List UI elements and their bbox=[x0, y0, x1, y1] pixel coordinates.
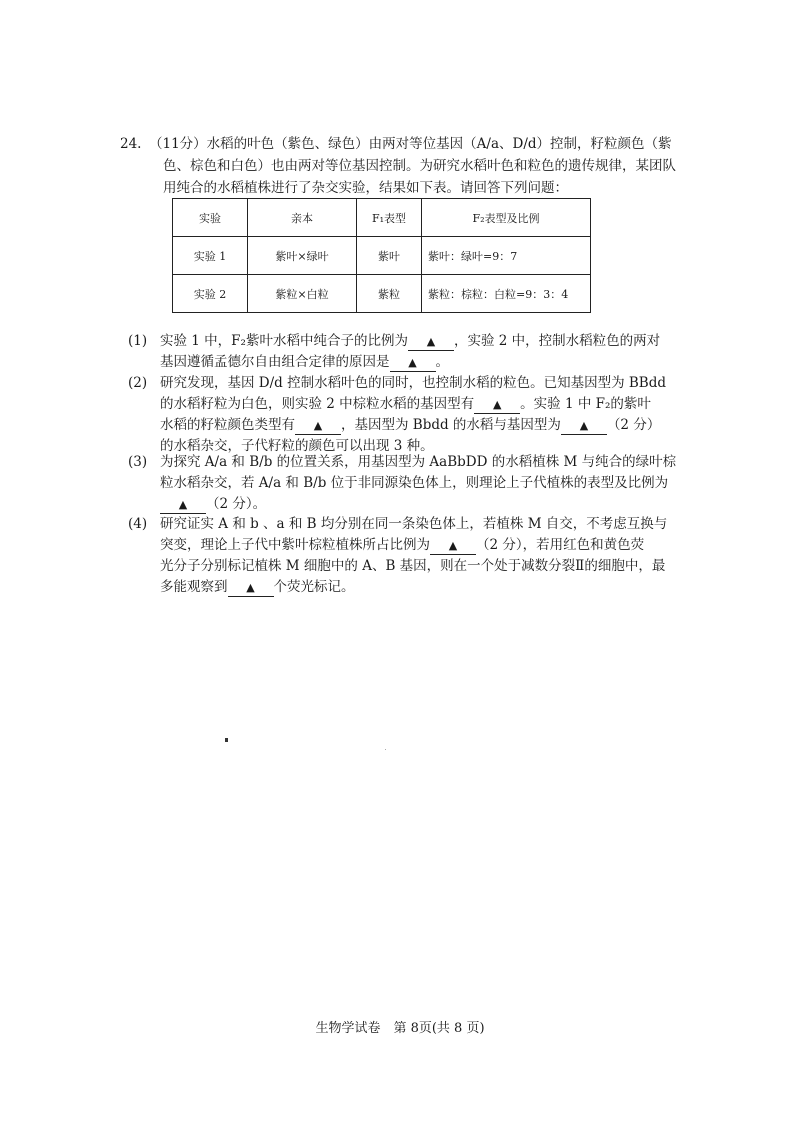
subquestion-3 bbox=[128, 452, 677, 515]
stem-line: （11分）水稻的叶色（紫色、绿色）由两对等位基因（A/a、D/d）控制，籽粒颜色（紫 bbox=[149, 136, 672, 152]
subquestion-2 bbox=[128, 373, 668, 457]
stem-line: 用纯合的水稻植株进行了杂交实验，结果如下表。请回答下列问题： bbox=[163, 180, 568, 196]
subquestion-4 bbox=[128, 514, 668, 598]
text: 粒水稻杂交，若 A/a 和 B/b 位于非同源染色体上，则理论上子代植株的表型及比例为 bbox=[160, 475, 669, 491]
table-cell: 紫叶：绿叶=9：7 bbox=[422, 237, 591, 275]
text: 实验 1 中，F₂紫叶水稻中纯合子的比例为 bbox=[160, 333, 408, 349]
answer-blank[interactable] bbox=[295, 417, 341, 435]
table-cell: 紫粒 bbox=[357, 275, 422, 313]
text: 研究证实 A 和 b 、a 和 B 均分别在同一条染色体上，若植株 M 自交，不考虑互换与 bbox=[160, 516, 668, 532]
text: 基因遵循孟德尔自由组合定律的原因是 bbox=[160, 354, 390, 370]
triangle-icon: ▲ bbox=[246, 581, 255, 594]
table-header: F₁表型 bbox=[357, 199, 422, 237]
table-cell: 实验 1 bbox=[173, 237, 248, 275]
page-footer: 生物学试卷 第 8页(共 8 页) bbox=[315, 1021, 485, 1036]
text: ，基因型为 Bbdd 的水稻与基因型为 bbox=[341, 417, 561, 433]
question-number: 24. bbox=[120, 136, 142, 152]
triangle-icon: ▲ bbox=[178, 498, 188, 511]
table-header: 亲本 bbox=[248, 199, 357, 237]
answer-blank[interactable] bbox=[228, 579, 274, 597]
subquestion-index: (1) bbox=[128, 333, 148, 349]
triangle-icon: ▲ bbox=[408, 356, 417, 369]
scan-speck bbox=[225, 738, 228, 742]
triangle-icon: ▲ bbox=[579, 419, 589, 432]
text: 光分子分别标记植株 M 细胞中的 A、B 基因，则在一个处于减数分裂Ⅱ的细胞中，最 bbox=[160, 558, 666, 574]
table-row bbox=[173, 237, 591, 275]
triangle-icon: ▲ bbox=[448, 539, 458, 552]
subquestion-1 bbox=[128, 331, 668, 373]
answer-blank[interactable] bbox=[430, 537, 476, 555]
stem-line: 色、棕色和白色）也由两对等位基因控制。为研究水稻叶色和粒色的遗传规律，某团队 bbox=[163, 158, 676, 174]
answer-blank[interactable] bbox=[160, 496, 206, 514]
scan-speck bbox=[385, 749, 386, 750]
table-cell: 紫叶×绿叶 bbox=[248, 237, 357, 275]
text: 为探究 A/a 和 B/b 的位置关系，用基因型为 AaBbDD 的水稻植株 M 与纯合的绿叶棕 bbox=[160, 454, 677, 470]
text: ，实验 2 中，控制水稻粒色的两对 bbox=[453, 333, 661, 349]
table-header-row bbox=[173, 199, 591, 237]
text: 的水稻籽粒为白色，则实验 2 中棕粒水稻的基因型有 bbox=[160, 396, 475, 412]
text: 水稻的籽粒颜色类型有 bbox=[160, 417, 295, 433]
text: 多能观察到 bbox=[160, 579, 228, 595]
text: 的水稻杂交，子代籽粒的颜色可以出现 3 种。 bbox=[160, 438, 434, 454]
text: （2 分），若用红色和黄色荧 bbox=[476, 537, 645, 553]
answer-blank[interactable] bbox=[561, 417, 607, 435]
answer-blank[interactable] bbox=[390, 354, 436, 372]
table-cell: 紫粒：棕粒：白粒=9：3：4 bbox=[422, 275, 591, 313]
table-header: F₂表型及比例 bbox=[422, 199, 591, 237]
question-stem bbox=[120, 133, 676, 199]
text: 研究发现，基因 D/d 控制水稻叶色的同时，也控制水稻的粒色。已知基因型为 BBdd bbox=[160, 375, 667, 391]
table-header: 实验 bbox=[173, 199, 248, 237]
answer-blank[interactable] bbox=[474, 396, 520, 414]
table-row bbox=[173, 275, 591, 313]
triangle-icon: ▲ bbox=[426, 335, 436, 348]
text: （2 分）。 bbox=[206, 496, 267, 512]
text: 个荧光标记。 bbox=[273, 579, 355, 595]
subquestion-index: (4) bbox=[128, 516, 148, 532]
experiment-table bbox=[172, 198, 591, 313]
subquestion-index: (2) bbox=[128, 375, 148, 391]
text: 。实验 1 中 F₂的紫叶 bbox=[520, 396, 651, 412]
triangle-icon: ▲ bbox=[313, 419, 323, 432]
text: 。 bbox=[435, 354, 449, 370]
table-cell: 紫粒×白粒 bbox=[248, 275, 357, 313]
subquestion-index: (3) bbox=[128, 454, 148, 470]
triangle-icon: ▲ bbox=[492, 398, 502, 411]
table-cell: 紫叶 bbox=[357, 237, 422, 275]
answer-blank[interactable] bbox=[408, 333, 454, 351]
table-cell: 实验 2 bbox=[173, 275, 248, 313]
text: 突变，理论上子代中紫叶棕粒植株所占比例为 bbox=[160, 537, 430, 553]
text: （2 分） bbox=[606, 417, 661, 433]
